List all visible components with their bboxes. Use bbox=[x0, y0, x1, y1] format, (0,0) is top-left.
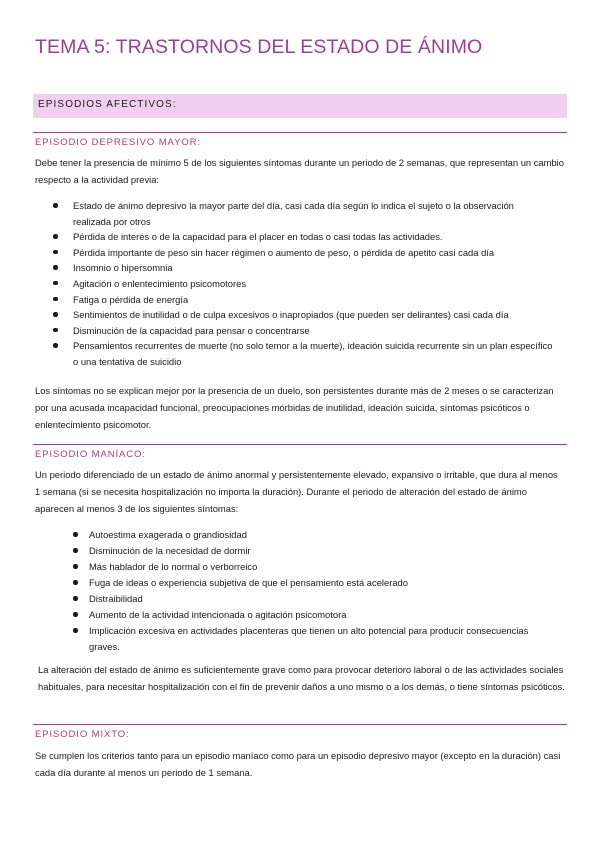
manic-symptom-list bbox=[73, 527, 553, 655]
list-item: Más hablador de lo normal o verborreico bbox=[73, 559, 553, 575]
list-item: Autoestima exagerada o grandiosidad bbox=[73, 527, 553, 543]
list-item: Implicación excesiva en actividades placenteras que tienen un alto potencial para producir consecuencias graves. bbox=[73, 623, 553, 655]
depressive-symptom-list bbox=[53, 198, 553, 370]
mixed-heading: EPISODIO MIXTO: bbox=[35, 729, 130, 740]
manic-closing: La alteración del estado de ánimo es suficientemente grave como para provocar deterioro laboral o de las actividades sociales habituales, para necesitar hospitalización con el fin de prevenir daños a uno mismo o a los demás, o tiene síntomas psicóticos. bbox=[38, 664, 565, 692]
section-band-label: EPISODIOS AFECTIVOS: bbox=[38, 99, 177, 110]
list-item: Agitación o enlentecimiento psicomotores bbox=[53, 276, 553, 292]
manic-heading: EPISODIO MANÍACO: bbox=[35, 449, 146, 460]
list-item: Estado de ánimo depresivo la mayor parte del día, casi cada día según lo indica el sujeto o la observación realizada por otros bbox=[53, 198, 553, 229]
section-divider bbox=[33, 444, 567, 445]
list-item: Pérdida de interés o de la capacidad para el placer en todas o casi todas las actividades. bbox=[53, 229, 553, 245]
list-item: Distraibilidad bbox=[73, 591, 553, 607]
depressive-heading: EPISODIO DEPRESIVO MAYOR: bbox=[35, 137, 201, 148]
list-item: Insomnio o hipersomnia bbox=[53, 260, 553, 276]
list-item: Disminución de la necesidad de dormir bbox=[73, 543, 553, 559]
mixed-text: Se cumplen los criterios tanto para un episodio maníaco como para un episodio depresivo mayor (excepto en la duración) casi cada día durante al menos un periodo de 1 semana. bbox=[35, 750, 561, 778]
list-item: Fatiga o pérdida de energía bbox=[53, 292, 553, 308]
page-title: TEMA 5: TRASTORNOS DEL ESTADO DE ÁNIMO bbox=[35, 36, 483, 58]
depressive-intro: Debe tener la presencia de mínimo 5 de los siguientes síntomas durante un periodo de 2 semanas, que representan un cambio respecto a la actividad previa: bbox=[35, 157, 564, 185]
list-item: Fuga de ideas o experiencia subjetiva de que el pensamiento está acelerado bbox=[73, 575, 553, 591]
list-item: Pérdida importante de peso sin hacer régimen o aumento de peso, o pérdida de apetito casi cada día bbox=[53, 245, 553, 261]
list-item: Sentimientos de inutilidad o de culpa excesivos o inapropiados (que pueden ser delirantes) casi cada día bbox=[53, 307, 553, 323]
section-divider bbox=[33, 724, 567, 725]
list-item: Disminución de la capacidad para pensar o concentrarse bbox=[53, 323, 553, 339]
list-item: Aumento de la actividad intencionada o agitación psicomotora bbox=[73, 607, 553, 623]
list-item: Pensamientos recurrentes de muerte (no solo temor a la muerte), ideación suicida recurrente sin un plan específico o una tentativa de suicidio bbox=[53, 338, 553, 369]
section-divider bbox=[33, 132, 567, 133]
manic-intro: Un periodo diferenciado de un estado de ánimo anormal y persistentemente elevado, expansivo o irritable, que dura al menos 1 semana (si se necesita hospitalización no importa la duración). Durante el periodo de alteración del estado de ánimo aparecen al menos 3 de los siguientes síntomas: bbox=[35, 469, 558, 514]
depressive-closing: Los síntomas no se explican mejor por la presencia de un duelo, son persistentes durante más de 2 meses o se caracterizan por una acusada incapacidad funcional, preocupaciones mórbidas de inutilidad, ideación suicida, síntomas psicóticos o enlentecimiento psicomotor. bbox=[35, 385, 554, 430]
